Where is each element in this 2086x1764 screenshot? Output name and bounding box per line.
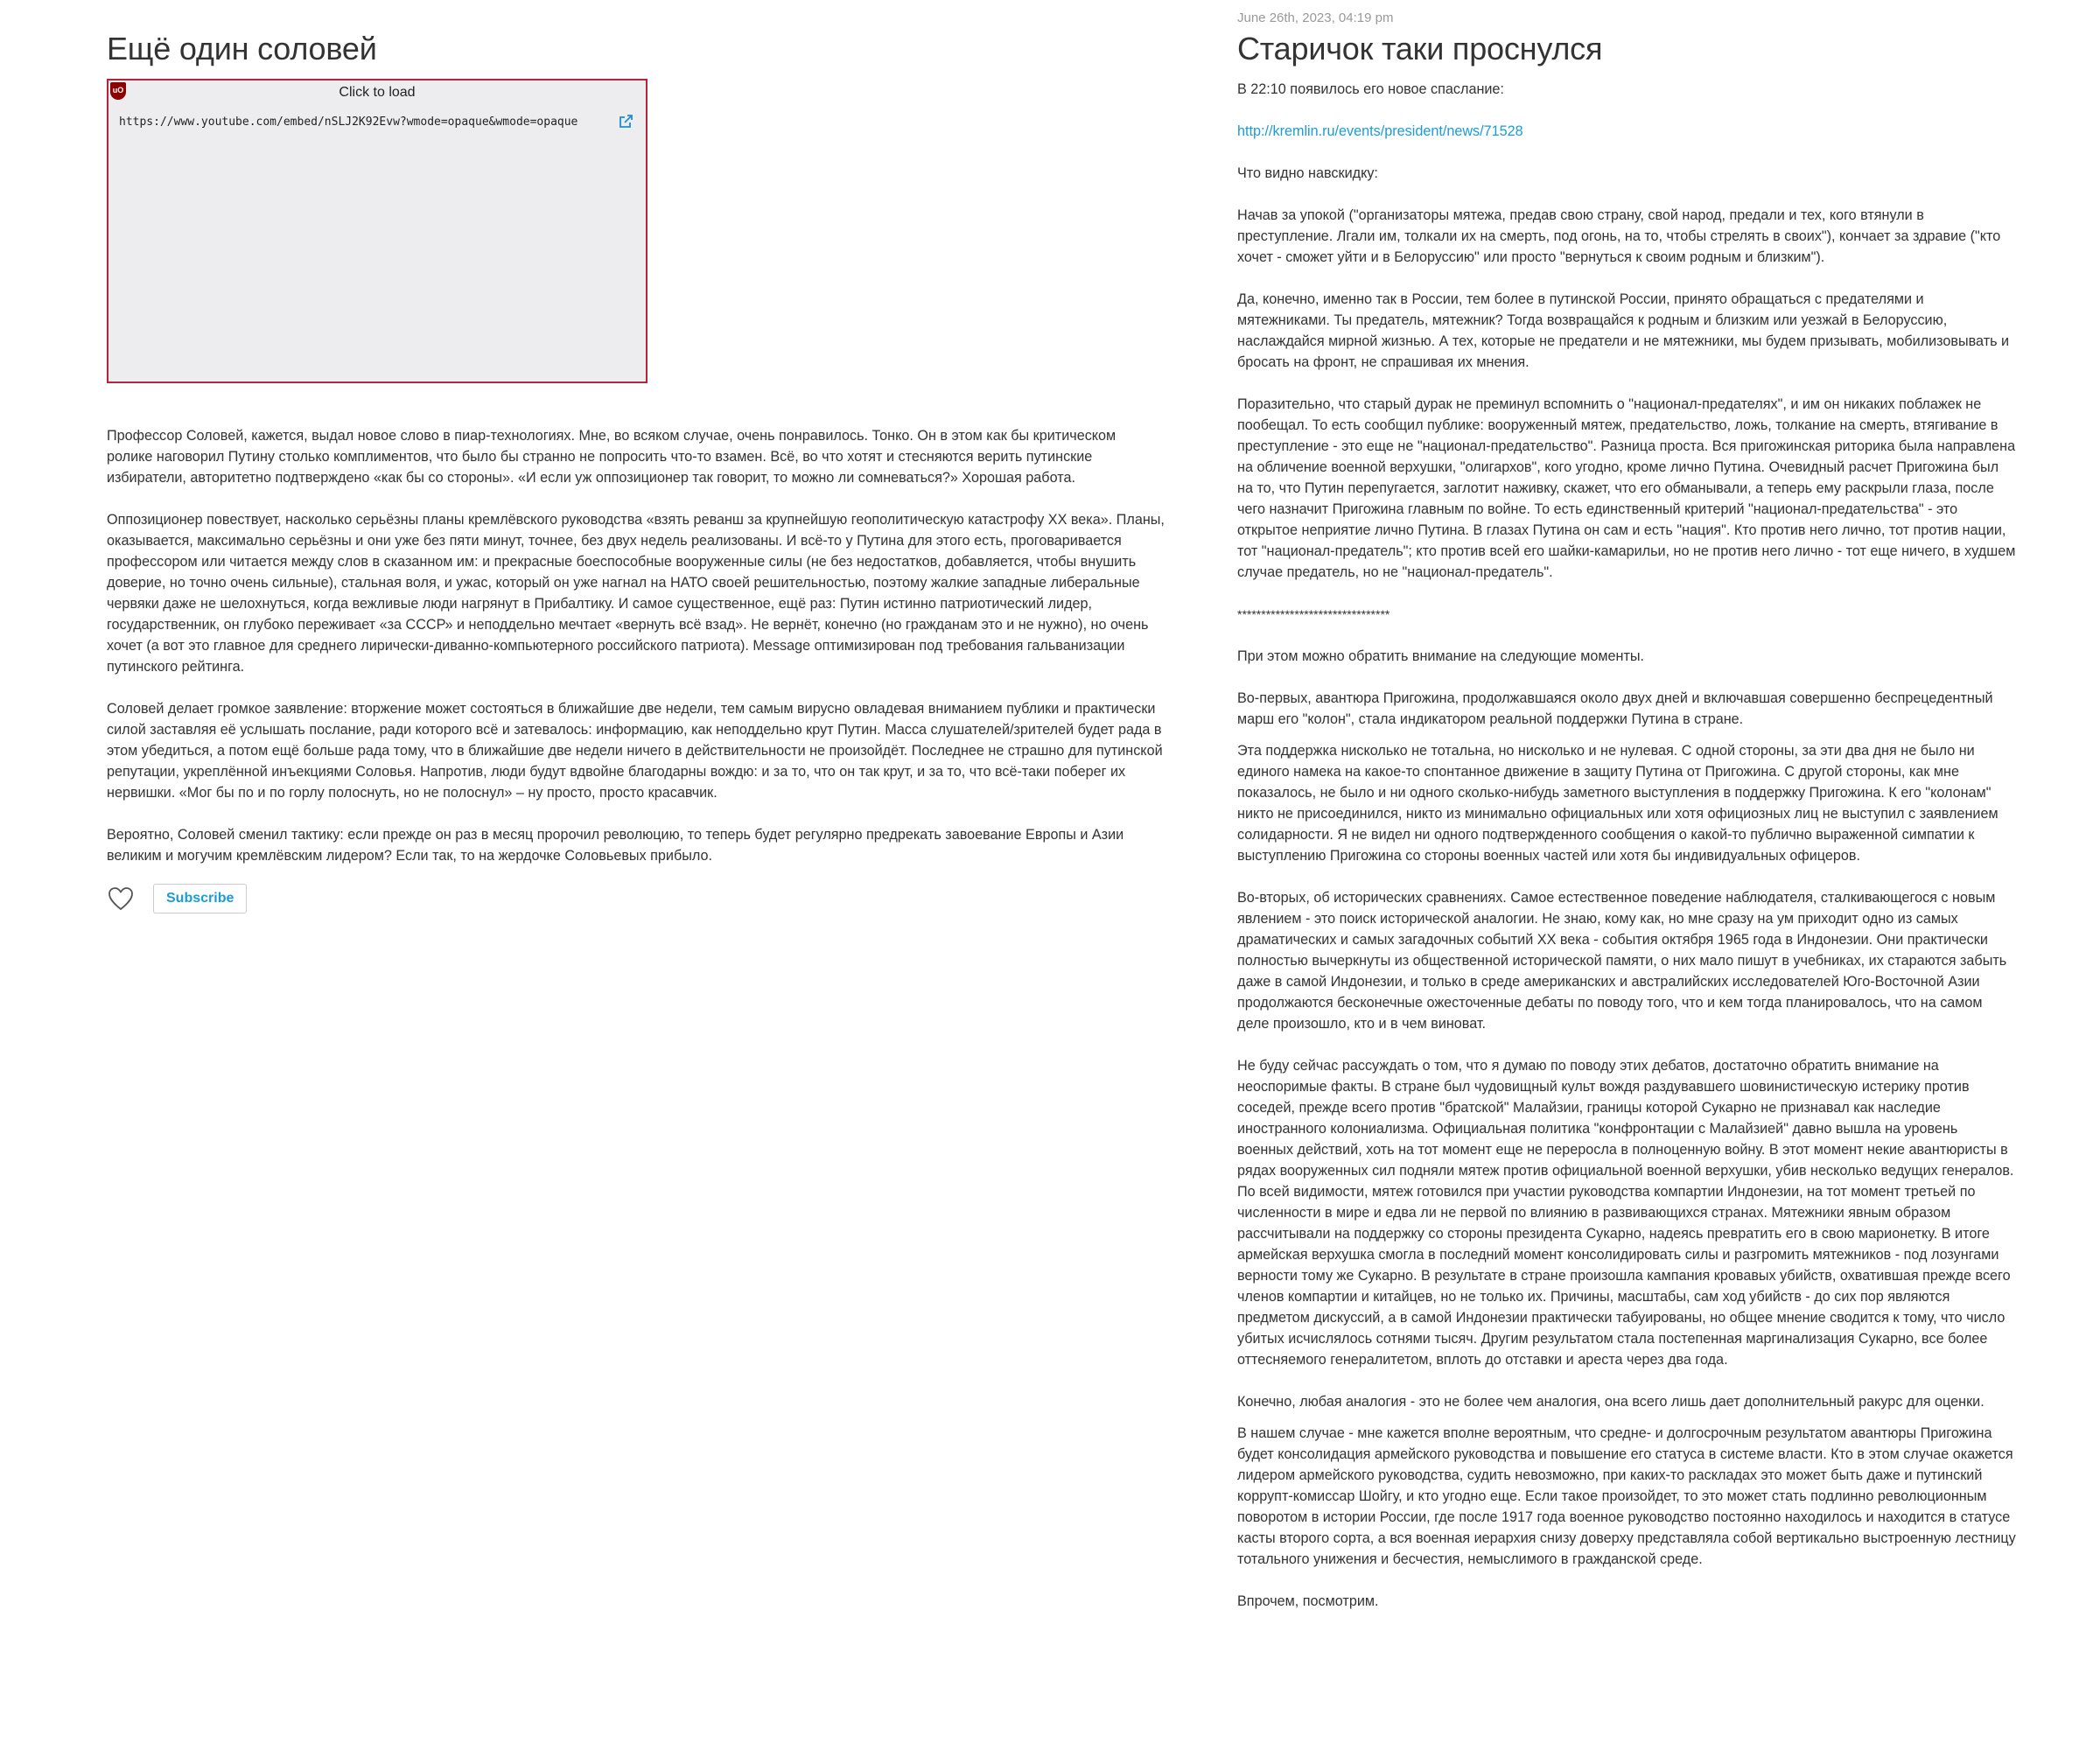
paragraph: Да, конечно, именно так в России, тем более в путинской России, принято обращаться с предателями и мятежниками. Ты предатель, мятежник? Тогда возвращайся к родным и близким или уезжай в Белоруссию, наслаждайся мирной жизнью. А тех, которые не предатели и не мятежники, мы будем призывать, мобилизовывать и бросать на фронт, не спрашивая их мнения. [1237, 291, 2010, 370]
paragraph: Профессор Соловей, кажется, выдал новое слово в пиар-технологиях. Мне, во всяком случае, очень понравилось. Тонко. Он в этом как бы критическом ролике наговорил Путину столько комплиментов, что было бы странно не попросить что-то взамен. Всё, во что хотят и стесняются верить путинские избиратели, авторитетно подтверждено «как бы со стороны». «И если уж оппозиционер так говорит, то можно ли сомневаться?» Хорошая работа. [107, 428, 1116, 486]
post-actions [107, 884, 1166, 914]
post-body [1237, 79, 2016, 1612]
post-title: Ещё один соловей [107, 31, 377, 66]
paragraph: Поразительно, что старый дурак не преминул вспомнить о "национал-предателях", и им он никаких поблажек не пообещал. То есть сообщил публике: вооруженный мятеж, предательство, ложь, толкание на смерть, втягивание в преступление - это еще не "национал-предательство". Разница проста. Вся пригожинская риторика была направлена на обличение военной верхушки, "олигархов", кого угодно, кроме лично Путина. Очевидный расчет Пригожина был на то, что Путин перепугается, заглотит наживку, скажет, что его обманывали, а теперь ему раскрыли глаза, после чего назначит Пригожина главным по войне. То есть единственный критерий "национал-предательства" - это открытое неприятие лично Путина. В глазах Путина он сам и есть "нация". Кто против него лично, тот против нации, тот "национал-предатель"; кто против всей его шайки-камарильи, но не против него лично - тот еще ничего, в худшем случае предатель, но не "национал-предатель". [1237, 396, 2016, 580]
paragraph: Впрочем, посмотрим. [1237, 1593, 1379, 1609]
post-title: Старичок таки проснулся [1237, 31, 1603, 66]
paragraph: Эта поддержка нисколько не тотальна, но нисколько и не нулевая. С одной стороны, за эти два дня не было ни единого намека на какое-то спонтанное движение в защиту Путина от Пригожина. С другой стороны, как мне показалось, не было и ни одного сколько-нибудь заметного выступления в поддержку Пригожина. К его "колонам" никто не присоединился, никто из минимально официальных или хотя официозных лиц не выступил с заявлением солидарности. Я не видел ни одного подтвержденного сообщения о какой-то публично выраженной симпатии к выступлению Пригожина со стороны военных частей или хотя бы индивидуальных офицеров. [1237, 743, 1998, 864]
subscribe-button[interactable]: Subscribe [153, 884, 247, 914]
paragraph: Во-первых, авантюра Пригожина, продолжавшаяся около двух дней и включавшая совершенно беспрецедентный марш его "колон", стала индикатором реальной поддержки Путина в стране. [1237, 690, 1993, 727]
paragraph: Во-вторых, об исторических сравнениях. Самое естественное поведение наблюдателя, сталкивающегося с новым явлением - это поиск исторической аналогии. Не знаю, кому как, но мне сразу на ум приходит одно из самых драматических и самых загадочных событий XX века - события октября 1965 года в Индонезии. Они практически полностью вычеркнуты из общественной исторической памяти, о них мало пишут в учебниках, их стараются забыть даже в самой Индонезии, и только в среде американских и австралийских исследователей Юго-Восточной Азии продолжаются бесконечные ожесточенные дебаты по поводу того, что и кем тогда планировалось, что на самом деле произошло, кто и в чем виноват. [1237, 890, 2007, 1032]
external-link-icon[interactable] [618, 114, 634, 130]
paragraph: Начав за упокой ("организаторы мятежа, предав свою страну, свой народ, предали и тех, кого втянули в преступление. Лгали им, толкали их на смерть, под огонь, на то, чтобы стрелять в своих"), кончает за здравие ("кто хочет - сможет уйти и в Белоруссию" или просто "вернуться к своим родным и близким"). [1237, 207, 2001, 265]
embed-url: https://www.youtube.com/embed/nSLJ2K92Evw?wmode=opaque&wmode=opaque [119, 116, 578, 129]
paragraph: Соловей делает громкое заявление: вторжение может состояться в ближайшие две недели, тем самым вирусно овладевая вниманием публики и практически силой заставляя её услышать послание, ради которого всё и затевалось: информацию, как неподдельно крут Путин. Масса слушателей/зрителей будет рада в этом убедиться, а потом ещё больше рада тому, что в ближайшие две недели ничего в действительности не произойдёт. Последнее не страшно для путинской репутации, укреплённой инъекциями Соловья. Напротив, люди будут вдвойне благодарны вождю: и за то, что он так крут, и за то, что всё-таки поберег их нервишки. «Мог бы по и по горлу полоснуть, но не полоснул» – ну просто, просто красавчик. [107, 701, 1163, 801]
left-post [107, 0, 1166, 914]
click-to-load-button[interactable]: Click to load [339, 85, 416, 100]
separator: ******************************** [1237, 607, 1390, 621]
video-embed-placeholder[interactable] [107, 79, 648, 383]
ublock-icon: uO [110, 82, 126, 100]
kremlin-link[interactable]: http://kremlin.ru/events/president/news/71528 [1237, 123, 1523, 139]
paragraph: Оппозиционер повествует, насколько серьёзны планы кремлёвского руководства «взять реванш за крупнейшую геополитическую катастрофу XX века». Планы, оказывается, максимально серьёзны и они уже без пяти минут, точнее, без двух недель реализованы. И всё-то у Путина для этого есть, проговаривается профессором или читается между слов в сказанном им: и прекрасные боеспособные вооруженные силы (не без недостатков, добавляется, чтобы внушить доверие, но точно очень сильные), стальная воля, и ужас, который он уже нагнал на НАТО своей решительностью, поэтому жалкие западные либеральные червяки даже не шелохнуться, когда вежливые люди нагрянут в Прибалтику. И самое существенное, ещё раз: Путин истинно патриотический лидер, государственник, он глубоко переживает «за СССР» и неподдельно мечтает «вернуть всё взад». Не вернёт, конечно (но гражданам это и не нужно), но очень хочет (а вот это главное для среднего лирически-диванно-компьютерного российского патриота). Message оптимизирован под требования гальванизации путинского рейтинга. [107, 512, 1165, 675]
paragraph: При этом можно обратить внимание на следующие моменты. [1237, 648, 1644, 664]
paragraph: Вероятно, Соловей сменил тактику: если прежде он раз в месяц пророчил революцию, то теперь будет регулярно предрекать завоевание Европы и Азии великим и могучим кремлёвским лидером? Если так, то на жердочке Соловьевых прибыло. [107, 827, 1124, 864]
post-body [107, 425, 1166, 866]
paragraph: В нашем случае - мне кажется вполне вероятным, что средне- и долгосрочным результатом авантюры Пригожина будет консолидация армейского руководства и повышение его статуса в системе власти. Кто в этом случае окажется лидером армейского руководства, судить невозможно, при каких-то раскладах это может быть даже и путинский коррупт-комиссар Шойгу, и кто угодно еще. Если такое произойдет, то это может стать подлинно революционным поворотом в истории России, где после 1917 года военное руководство постоянно находилось и находится в статусе касты второго сорта, а вся военная иерархия снизу доверху представляла собой вертикально выстроенную лестницу тотального унижения и бесчестия, немыслимого в гражданской среде. [1237, 1425, 2016, 1567]
paragraph: В 22:10 появилось его новое спаслание: [1237, 81, 1504, 97]
heart-icon[interactable] [107, 885, 135, 913]
right-post [1237, 0, 2016, 1633]
paragraph: Конечно, любая аналогия - это не более чем аналогия, она всего лишь дает дополнительный ракурс для оценки. [1237, 1394, 1984, 1410]
post-date: June 26th, 2023, 04:19 pm [1237, 10, 1394, 25]
paragraph: Не буду сейчас рассуждать о том, что я думаю по поводу этих дебатов, достаточно обратить внимание на неоспоримые факты. В стране был чудовищный культ вождя раздувавшего шовинистическую истерику против соседей, прежде всего против "братской" Малайзии, границы которой Сукарно не признавал как наследие иностранного колониализма. Официальная политика "конфронтации с Малайзией" давно вышла на уровень военных действий, хоть на тот момент еще не переросла в полноценную войну. В этот момент некие авантюристы в рядах вооруженных сил подняли мятеж против официальной военной верхушки, убив несколько ведущих генералов. По всей видимости, мятеж готовился при участии руководства компартии Индонезии, на тот момент третьей по численности в мире и едва ли не первой по влиянию в развивающихся странах. Мятежники явным образом рассчитывали на поддержку со стороны президента Сукарно, надеясь превратить его в свою марионетку. В итоге армейская верхушка смогла в последний момент консолидировать силы и разгромить мятежников - под лозунгами верности тому же Сукарно. В результате в стране произошла кампания кровавых убийств, охватившая прежде всего членов компартии и китайцев, но не только их. Причины, масштабы, сам ход убийств - до сих пор являются предметом дискуссий, а в самой Индонезии практически табуированы, но общее мнение сводится к тому, что число убитых исчислялось сотнями тысяч. Другим результатом стала постепенная маргинализация Сукарно, все более оттесняемого генералитетом, вплоть до отставки и ареста через два года. [1237, 1058, 2014, 1368]
paragraph: Что видно навскидку: [1237, 165, 1378, 181]
